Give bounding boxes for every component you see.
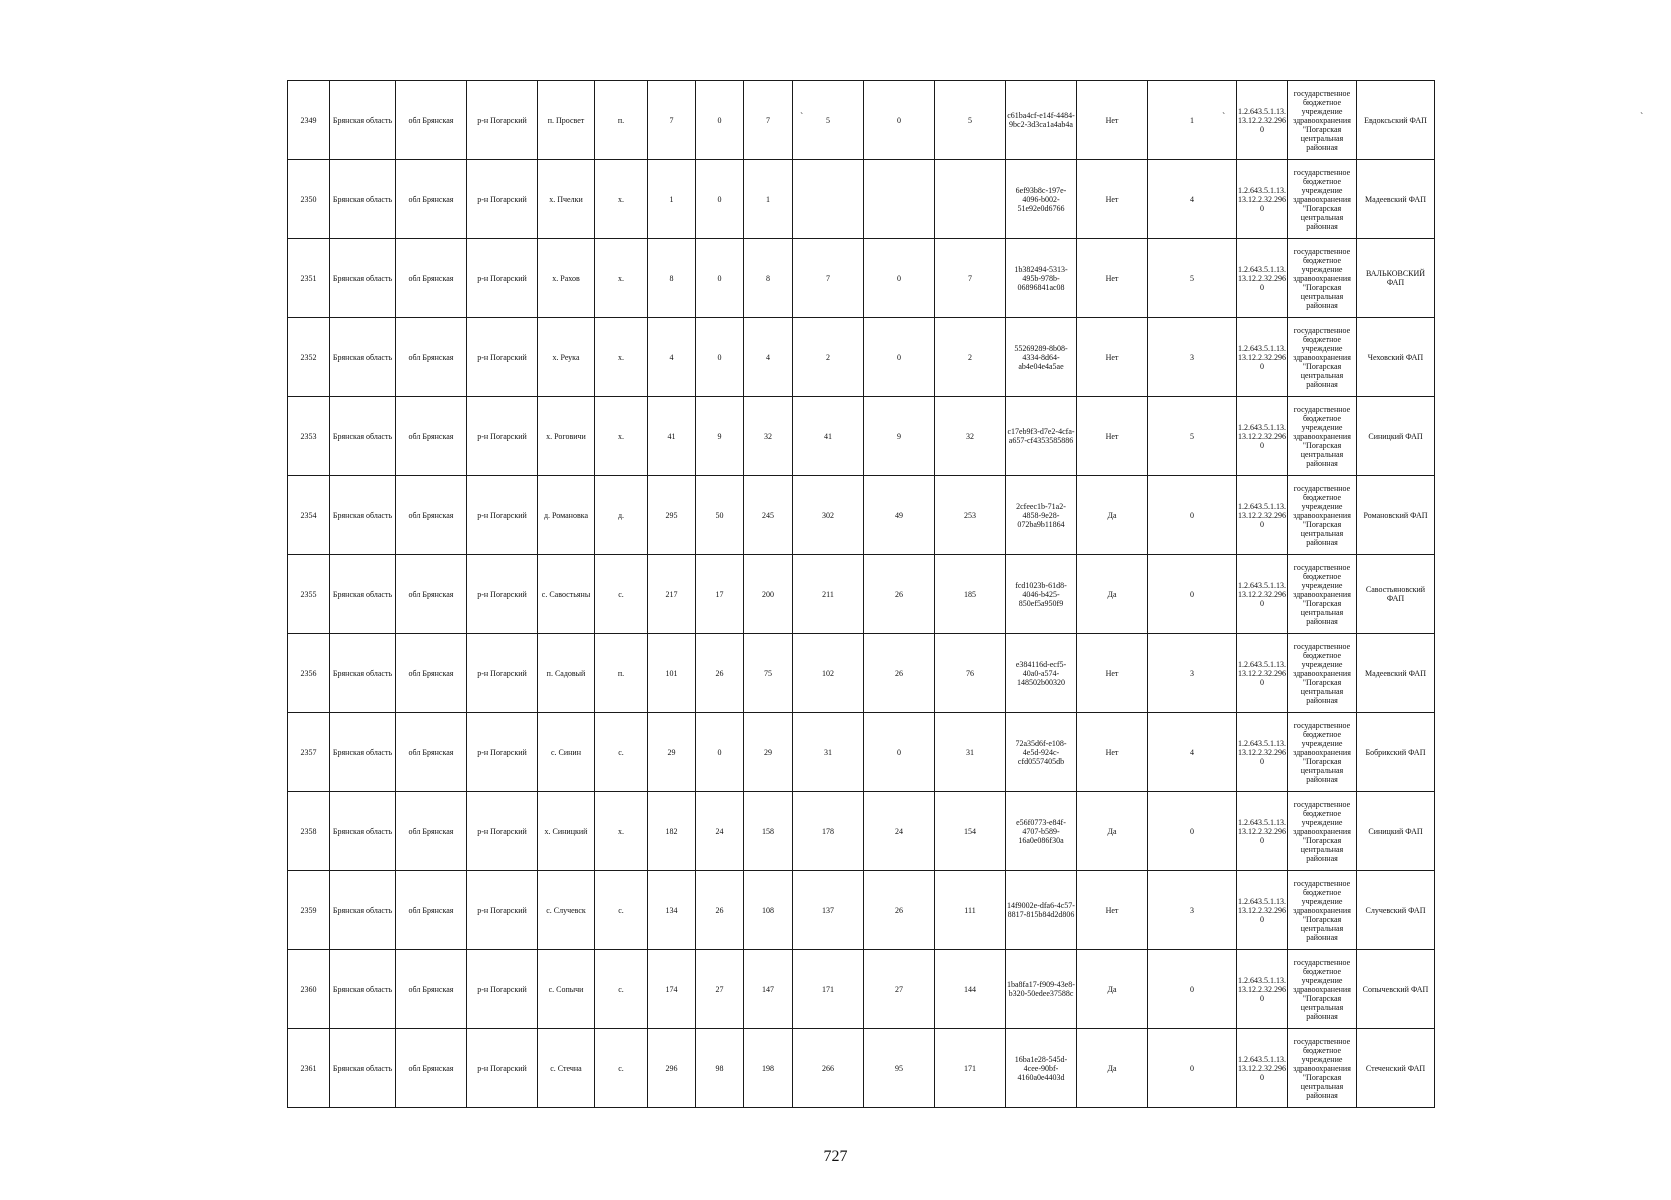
region-cell: Брянская область: [330, 634, 396, 713]
page-number: 727: [823, 1148, 848, 1165]
population-adults-cell: 1: [744, 160, 793, 239]
distance-cell: 3: [1148, 318, 1237, 397]
oblast-cell: обл Брянская: [396, 160, 467, 239]
population-adults-cell: 108: [744, 871, 793, 950]
district-cell: р-н Погарский: [467, 1029, 538, 1108]
population2-total-cell: 266: [793, 1029, 864, 1108]
population2-children-cell: 24: [864, 792, 935, 871]
oblast-cell: обл Брянская: [396, 792, 467, 871]
fias-id-cell: e384116d-ecf5-40a0-a574-148502b00320: [1006, 634, 1077, 713]
population-total-cell: 4: [648, 318, 696, 397]
oid-code-cell: 1.2.643.5.1.13.13.12.2.32.2960: [1237, 555, 1288, 634]
population2-total-cell: 31: [793, 713, 864, 792]
population-total-cell: 8: [648, 239, 696, 318]
population-adults-cell: 245: [744, 476, 793, 555]
population2-children-cell: 26: [864, 555, 935, 634]
oid-code-cell: 1.2.643.5.1.13.13.12.2.32.2960: [1237, 950, 1288, 1029]
distance-cell: 0: [1148, 792, 1237, 871]
population2-children-cell: 95: [864, 1029, 935, 1108]
table-row: [288, 239, 1435, 318]
population2-adults-cell: [935, 160, 1006, 239]
organization-cell: государственное бюджетное учреждение здравоохранения "Погарская центральная районная: [1288, 792, 1357, 871]
fias-id-cell: 1ba8fa17-f909-43e8-b320-50edee37588c: [1006, 950, 1077, 1029]
district-cell: р-н Погарский: [467, 239, 538, 318]
population2-adults-cell: 5: [935, 81, 1006, 160]
locality-type-cell: п.: [595, 634, 648, 713]
population-children-cell: 0: [696, 160, 744, 239]
scan-speck: `: [800, 112, 804, 123]
population2-adults-cell: 154: [935, 792, 1006, 871]
locality-type-cell: х.: [595, 239, 648, 318]
row-number: 2358: [288, 792, 330, 871]
population2-total-cell: 102: [793, 634, 864, 713]
organization-cell: государственное бюджетное учреждение здравоохранения "Погарская центральная районная: [1288, 318, 1357, 397]
population-children-cell: 50: [696, 476, 744, 555]
row-number: 2350: [288, 160, 330, 239]
facility-flag-cell: Нет: [1077, 634, 1148, 713]
oblast-cell: обл Брянская: [396, 634, 467, 713]
locality-type-cell: с.: [595, 871, 648, 950]
fap-name-cell: Романовский ФАП: [1357, 476, 1435, 555]
locality-type-cell: х.: [595, 792, 648, 871]
district-cell: р-н Погарский: [467, 871, 538, 950]
fap-name-cell: Бобрикский ФАП: [1357, 713, 1435, 792]
district-cell: р-н Погарский: [467, 634, 538, 713]
organization-cell: государственное бюджетное учреждение здравоохранения "Погарская центральная районная: [1288, 397, 1357, 476]
settlements-table: [287, 80, 1435, 1108]
row-number: 2349: [288, 81, 330, 160]
district-cell: р-н Погарский: [467, 713, 538, 792]
fias-id-cell: 55269289-8b08-4334-8d64-ab4e04e4a5ae: [1006, 318, 1077, 397]
population-children-cell: 0: [696, 713, 744, 792]
fias-id-cell: e56f0773-e84f-4707-b589-16a0e086f30a: [1006, 792, 1077, 871]
table-row: [288, 950, 1435, 1029]
population2-children-cell: 0: [864, 239, 935, 318]
region-cell: Брянская область: [330, 713, 396, 792]
facility-flag-cell: Да: [1077, 476, 1148, 555]
fap-name-cell: ВАЛЬКОВСКИЙ ФАП: [1357, 239, 1435, 318]
table-row: [288, 397, 1435, 476]
row-number: 2359: [288, 871, 330, 950]
fias-id-cell: 14f9002e-dfa6-4c57-8817-815b84d2d806: [1006, 871, 1077, 950]
region-cell: Брянская область: [330, 871, 396, 950]
locality-cell: х. Реука: [538, 318, 595, 397]
oblast-cell: обл Брянская: [396, 81, 467, 160]
population2-adults-cell: 2: [935, 318, 1006, 397]
facility-flag-cell: Да: [1077, 950, 1148, 1029]
row-number: 2361: [288, 1029, 330, 1108]
locality-type-cell: с.: [595, 555, 648, 634]
organization-cell: государственное бюджетное учреждение здравоохранения "Погарская центральная районная: [1288, 555, 1357, 634]
population2-children-cell: 9: [864, 397, 935, 476]
oid-code-cell: 1.2.643.5.1.13.13.12.2.32.2960: [1237, 81, 1288, 160]
table-row: [288, 1029, 1435, 1108]
population2-adults-cell: 171: [935, 1029, 1006, 1108]
locality-type-cell: п.: [595, 81, 648, 160]
population-children-cell: 0: [696, 239, 744, 318]
distance-cell: 5: [1148, 397, 1237, 476]
fias-id-cell: 16ba1e28-545d-4cee-90bf-4160a0e4403d: [1006, 1029, 1077, 1108]
table-row: [288, 555, 1435, 634]
locality-cell: с. Сопычи: [538, 950, 595, 1029]
population2-total-cell: 302: [793, 476, 864, 555]
distance-cell: 1: [1148, 81, 1237, 160]
population2-total-cell: 211: [793, 555, 864, 634]
region-cell: Брянская область: [330, 239, 396, 318]
table-row: [288, 160, 1435, 239]
population2-total-cell: 41: [793, 397, 864, 476]
locality-cell: с. Стечна: [538, 1029, 595, 1108]
table-row: [288, 476, 1435, 555]
locality-type-cell: д.: [595, 476, 648, 555]
organization-cell: государственное бюджетное учреждение здравоохранения "Погарская центральная районная: [1288, 634, 1357, 713]
population-adults-cell: 8: [744, 239, 793, 318]
oid-code-cell: 1.2.643.5.1.13.13.12.2.32.2960: [1237, 476, 1288, 555]
locality-type-cell: х.: [595, 160, 648, 239]
fias-id-cell: 2cfeec1b-71a2-4858-9e28-072ba9b11864: [1006, 476, 1077, 555]
fap-name-cell: Евдоксьский ФАП: [1357, 81, 1435, 160]
facility-flag-cell: Нет: [1077, 713, 1148, 792]
population-children-cell: 27: [696, 950, 744, 1029]
distance-cell: 0: [1148, 1029, 1237, 1108]
facility-flag-cell: Нет: [1077, 871, 1148, 950]
distance-cell: 5: [1148, 239, 1237, 318]
district-cell: р-н Погарский: [467, 555, 538, 634]
oblast-cell: обл Брянская: [396, 239, 467, 318]
fap-name-cell: Случевский ФАП: [1357, 871, 1435, 950]
row-number: 2353: [288, 397, 330, 476]
population-adults-cell: 29: [744, 713, 793, 792]
fap-name-cell: Мадеевский ФАП: [1357, 160, 1435, 239]
oid-code-cell: 1.2.643.5.1.13.13.12.2.32.2960: [1237, 871, 1288, 950]
oid-code-cell: 1.2.643.5.1.13.13.12.2.32.2960: [1237, 239, 1288, 318]
region-cell: Брянская область: [330, 792, 396, 871]
oblast-cell: обл Брянская: [396, 555, 467, 634]
population2-total-cell: 171: [793, 950, 864, 1029]
table-row: [288, 318, 1435, 397]
population-children-cell: 9: [696, 397, 744, 476]
population2-total-cell: [793, 160, 864, 239]
oid-code-cell: 1.2.643.5.1.13.13.12.2.32.2960: [1237, 1029, 1288, 1108]
locality-cell: с. Синин: [538, 713, 595, 792]
oblast-cell: обл Брянская: [396, 476, 467, 555]
facility-flag-cell: Нет: [1077, 81, 1148, 160]
fias-id-cell: 1b382494-5313-495b-978b-06896841ac08: [1006, 239, 1077, 318]
locality-type-cell: х.: [595, 318, 648, 397]
locality-type-cell: с.: [595, 1029, 648, 1108]
locality-cell: х. Синицкий: [538, 792, 595, 871]
population-adults-cell: 158: [744, 792, 793, 871]
population2-total-cell: 2: [793, 318, 864, 397]
population-adults-cell: 147: [744, 950, 793, 1029]
oblast-cell: обл Брянская: [396, 871, 467, 950]
population-children-cell: 0: [696, 81, 744, 160]
locality-type-cell: х.: [595, 397, 648, 476]
row-number: 2356: [288, 634, 330, 713]
row-number: 2352: [288, 318, 330, 397]
population-total-cell: 101: [648, 634, 696, 713]
population-adults-cell: 198: [744, 1029, 793, 1108]
population2-total-cell: 7: [793, 239, 864, 318]
oblast-cell: обл Брянская: [396, 950, 467, 1029]
population-adults-cell: 200: [744, 555, 793, 634]
locality-cell: х. Роговичи: [538, 397, 595, 476]
population2-children-cell: [864, 160, 935, 239]
population-children-cell: 26: [696, 634, 744, 713]
population-adults-cell: 4: [744, 318, 793, 397]
table-row: [288, 792, 1435, 871]
population2-adults-cell: 253: [935, 476, 1006, 555]
locality-cell: с. Случевск: [538, 871, 595, 950]
population-total-cell: 41: [648, 397, 696, 476]
organization-cell: государственное бюджетное учреждение здравоохранения "Погарская центральная районная: [1288, 81, 1357, 160]
locality-type-cell: с.: [595, 950, 648, 1029]
locality-cell: х. Рахов: [538, 239, 595, 318]
population-children-cell: 0: [696, 318, 744, 397]
distance-cell: 3: [1148, 871, 1237, 950]
oid-code-cell: 1.2.643.5.1.13.13.12.2.32.2960: [1237, 160, 1288, 239]
population-total-cell: 295: [648, 476, 696, 555]
facility-flag-cell: Нет: [1077, 397, 1148, 476]
oid-code-cell: 1.2.643.5.1.13.13.12.2.32.2960: [1237, 397, 1288, 476]
population-total-cell: 29: [648, 713, 696, 792]
oid-code-cell: 1.2.643.5.1.13.13.12.2.32.2960: [1237, 792, 1288, 871]
row-number: 2357: [288, 713, 330, 792]
population-total-cell: 217: [648, 555, 696, 634]
population-total-cell: 182: [648, 792, 696, 871]
facility-flag-cell: Нет: [1077, 160, 1148, 239]
population2-adults-cell: 76: [935, 634, 1006, 713]
population2-adults-cell: 32: [935, 397, 1006, 476]
distance-cell: 4: [1148, 713, 1237, 792]
facility-flag-cell: Нет: [1077, 318, 1148, 397]
region-cell: Брянская область: [330, 81, 396, 160]
population-children-cell: 24: [696, 792, 744, 871]
locality-cell: п. Садовый: [538, 634, 595, 713]
population-total-cell: 174: [648, 950, 696, 1029]
district-cell: р-н Погарский: [467, 950, 538, 1029]
fap-name-cell: Сопычевский ФАП: [1357, 950, 1435, 1029]
population2-total-cell: 178: [793, 792, 864, 871]
distance-cell: 0: [1148, 950, 1237, 1029]
district-cell: р-н Погарский: [467, 792, 538, 871]
facility-flag-cell: Нет: [1077, 239, 1148, 318]
fias-id-cell: 72a35d6f-e108-4e5d-924c-cfd0557405db: [1006, 713, 1077, 792]
scan-speck: `: [1222, 112, 1226, 123]
population2-children-cell: 26: [864, 871, 935, 950]
population-total-cell: 1: [648, 160, 696, 239]
table-row: [288, 713, 1435, 792]
row-number: 2354: [288, 476, 330, 555]
population2-children-cell: 0: [864, 81, 935, 160]
locality-cell: п. Просвет: [538, 81, 595, 160]
organization-cell: государственное бюджетное учреждение здравоохранения "Погарская центральная районная: [1288, 239, 1357, 318]
district-cell: р-н Погарский: [467, 318, 538, 397]
population2-adults-cell: 185: [935, 555, 1006, 634]
locality-type-cell: с.: [595, 713, 648, 792]
population2-children-cell: 27: [864, 950, 935, 1029]
region-cell: Брянская область: [330, 1029, 396, 1108]
region-cell: Брянская область: [330, 160, 396, 239]
region-cell: Брянская область: [330, 476, 396, 555]
facility-flag-cell: Да: [1077, 555, 1148, 634]
table-row: [288, 871, 1435, 950]
organization-cell: государственное бюджетное учреждение здравоохранения "Погарская центральная районная: [1288, 950, 1357, 1029]
row-number: 2355: [288, 555, 330, 634]
fias-id-cell: 6ef93b8c-197e-4096-b002-51e92e0d6766: [1006, 160, 1077, 239]
population-total-cell: 7: [648, 81, 696, 160]
fap-name-cell: Савостьяновский ФАП: [1357, 555, 1435, 634]
district-cell: р-н Погарский: [467, 397, 538, 476]
organization-cell: государственное бюджетное учреждение здравоохранения "Погарская центральная районная: [1288, 1029, 1357, 1108]
fias-id-cell: fcd1023b-61d8-4046-b425-850ef5a950f9: [1006, 555, 1077, 634]
district-cell: р-н Погарский: [467, 476, 538, 555]
oid-code-cell: 1.2.643.5.1.13.13.12.2.32.2960: [1237, 634, 1288, 713]
district-cell: р-н Погарский: [467, 81, 538, 160]
oid-code-cell: 1.2.643.5.1.13.13.12.2.32.2960: [1237, 713, 1288, 792]
population-total-cell: 134: [648, 871, 696, 950]
oblast-cell: обл Брянская: [396, 1029, 467, 1108]
population-children-cell: 26: [696, 871, 744, 950]
row-number: 2360: [288, 950, 330, 1029]
population-adults-cell: 75: [744, 634, 793, 713]
table-row: [288, 81, 1435, 160]
facility-flag-cell: Да: [1077, 792, 1148, 871]
population2-adults-cell: 144: [935, 950, 1006, 1029]
fias-id-cell: c17eb9f3-d7e2-4cfa-a657-cf4353585886: [1006, 397, 1077, 476]
population2-total-cell: 5: [793, 81, 864, 160]
distance-cell: 0: [1148, 476, 1237, 555]
oid-code-cell: 1.2.643.5.1.13.13.12.2.32.2960: [1237, 318, 1288, 397]
organization-cell: государственное бюджетное учреждение здравоохранения "Погарская центральная районная: [1288, 160, 1357, 239]
fap-name-cell: Стеченский ФАП: [1357, 1029, 1435, 1108]
table-row: [288, 634, 1435, 713]
population-total-cell: 296: [648, 1029, 696, 1108]
fap-name-cell: Синицкий ФАП: [1357, 397, 1435, 476]
oblast-cell: обл Брянская: [396, 397, 467, 476]
row-number: 2351: [288, 239, 330, 318]
region-cell: Брянская область: [330, 555, 396, 634]
population-children-cell: 98: [696, 1029, 744, 1108]
population-children-cell: 17: [696, 555, 744, 634]
population2-children-cell: 0: [864, 318, 935, 397]
fias-id-cell: c61ba4cf-e14f-4484-9bc2-3d3ca1a4ab4a: [1006, 81, 1077, 160]
fap-name-cell: Мадеевский ФАП: [1357, 634, 1435, 713]
population2-adults-cell: 7: [935, 239, 1006, 318]
distance-cell: 0: [1148, 555, 1237, 634]
population2-adults-cell: 111: [935, 871, 1006, 950]
population2-children-cell: 0: [864, 713, 935, 792]
population2-children-cell: 26: [864, 634, 935, 713]
scan-speck: `: [1640, 112, 1644, 123]
region-cell: Брянская область: [330, 950, 396, 1029]
distance-cell: 4: [1148, 160, 1237, 239]
population2-total-cell: 137: [793, 871, 864, 950]
organization-cell: государственное бюджетное учреждение здравоохранения "Погарская центральная районная: [1288, 871, 1357, 950]
locality-cell: х. Пчелки: [538, 160, 595, 239]
population-adults-cell: 32: [744, 397, 793, 476]
organization-cell: государственное бюджетное учреждение здравоохранения "Погарская центральная районная: [1288, 476, 1357, 555]
region-cell: Брянская область: [330, 318, 396, 397]
population2-adults-cell: 31: [935, 713, 1006, 792]
fap-name-cell: Чеховский ФАП: [1357, 318, 1435, 397]
population-adults-cell: 7: [744, 81, 793, 160]
fap-name-cell: Синицкий ФАП: [1357, 792, 1435, 871]
organization-cell: государственное бюджетное учреждение здравоохранения "Погарская центральная районная: [1288, 713, 1357, 792]
locality-cell: с. Савостьяны: [538, 555, 595, 634]
oblast-cell: обл Брянская: [396, 713, 467, 792]
population2-children-cell: 49: [864, 476, 935, 555]
region-cell: Брянская область: [330, 397, 396, 476]
locality-cell: д. Романовка: [538, 476, 595, 555]
distance-cell: 3: [1148, 634, 1237, 713]
facility-flag-cell: Да: [1077, 1029, 1148, 1108]
oblast-cell: обл Брянская: [396, 318, 467, 397]
district-cell: р-н Погарский: [467, 160, 538, 239]
